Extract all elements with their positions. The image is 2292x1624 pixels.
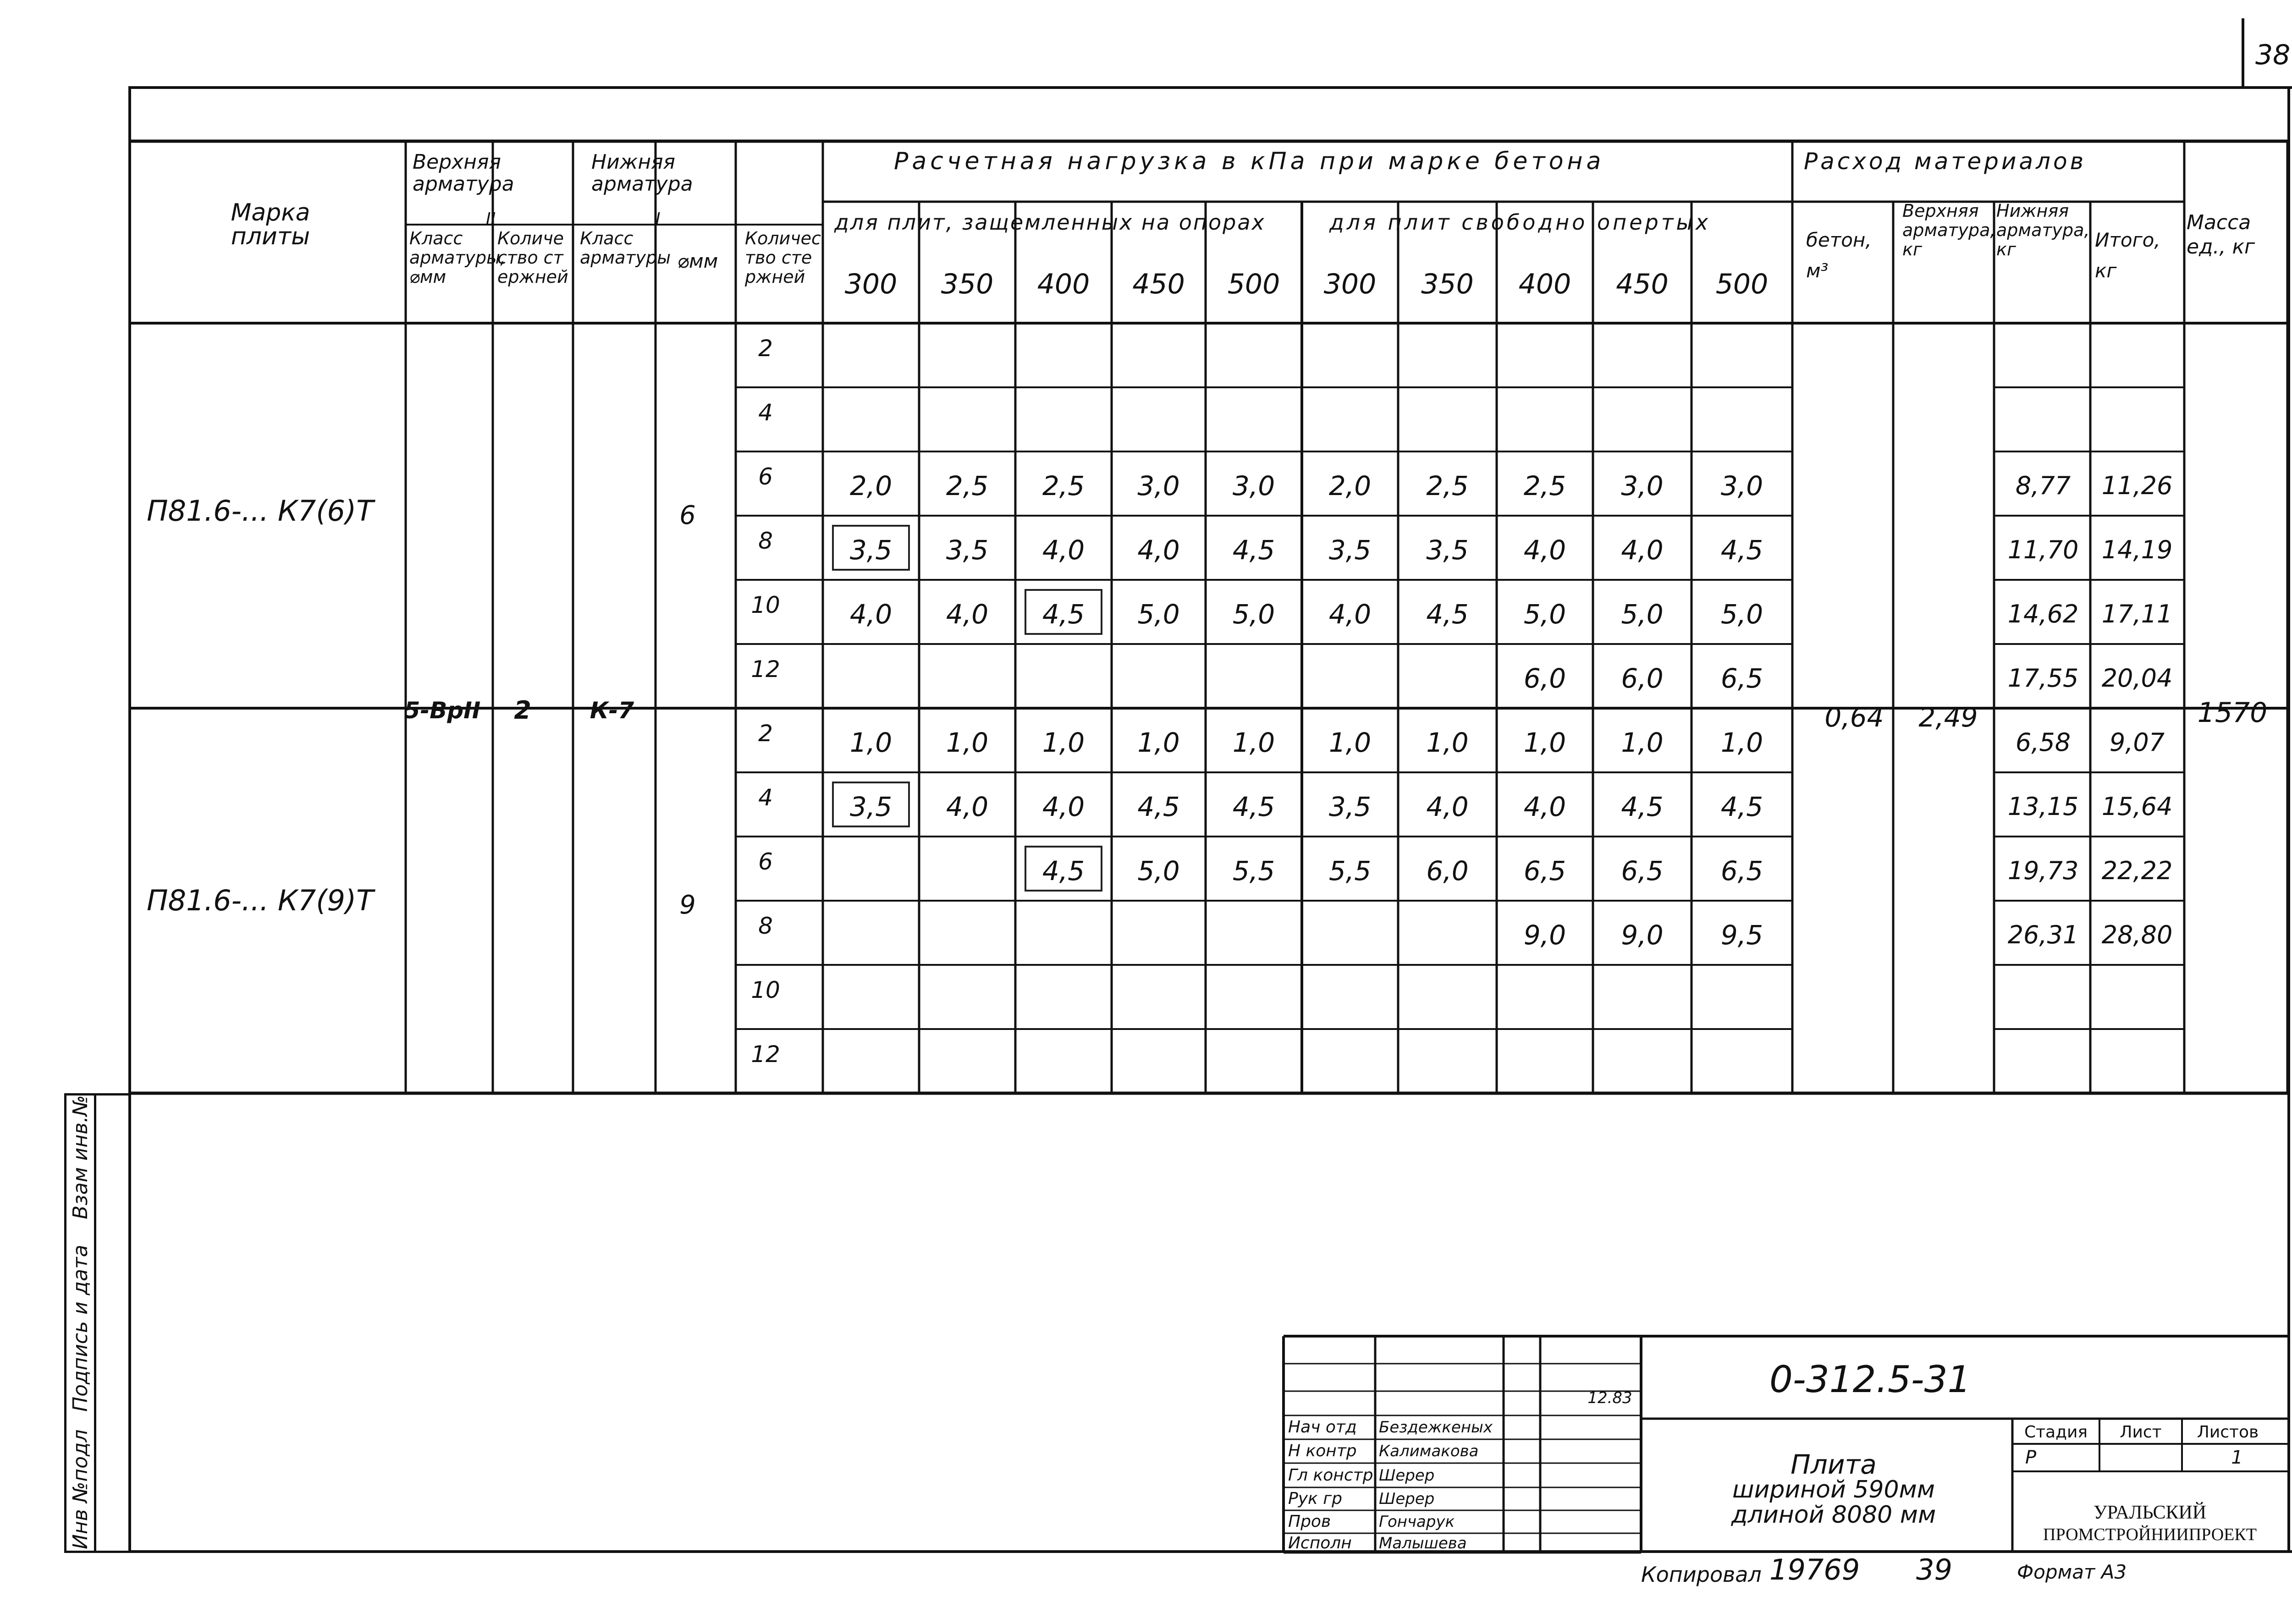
group-dia-1: 6 — [679, 501, 696, 530]
side-label-vzam: Взам инв.№ — [69, 1095, 92, 1219]
itogo-value: 9,07 — [2109, 728, 2165, 757]
load-value: 1,0 — [1328, 727, 1372, 758]
load-value: 4,5 — [1232, 791, 1275, 822]
bar-count: 2 — [758, 335, 773, 362]
group-mark-1: П81.6-... К7(6)Т — [147, 494, 374, 528]
load-value: 4,0 — [1328, 599, 1372, 630]
load-value: 3,0 — [1720, 470, 1763, 501]
load-value: 1,0 — [849, 727, 893, 758]
bar-count: 4 — [758, 784, 773, 811]
stamp-org-1: УРАЛЬСКИЙ — [2093, 1502, 2207, 1523]
header-klass1: Класс арматуры, ⌀мм — [409, 228, 506, 287]
bar-count: 12 — [751, 1041, 780, 1068]
load-value: 1,0 — [1720, 727, 1763, 758]
load-value: 3,5 — [849, 534, 893, 566]
load-value: 3,5 — [1328, 791, 1372, 822]
stamp-role: Н контр — [1288, 1442, 1357, 1460]
load-value: 4,5 — [1042, 855, 1085, 886]
bar-count: 8 — [758, 528, 773, 554]
grade-header: 350 — [941, 268, 994, 300]
bar-count: 6 — [758, 463, 773, 490]
load-value: 1,0 — [1042, 727, 1085, 758]
itogo-value: 17,11 — [2101, 600, 2173, 628]
header-lower: Нижняя арматура — [591, 150, 693, 196]
highlight-box — [1025, 589, 1102, 635]
load-value: 5,0 — [1137, 855, 1180, 886]
stamp-stadia-header: Стадия — [2024, 1423, 2088, 1442]
grade-header: 300 — [1323, 268, 1377, 300]
load-value: 4,0 — [849, 599, 893, 630]
load-value: 3,5 — [849, 791, 893, 822]
load-value: 5,0 — [1137, 599, 1180, 630]
nizh-value: 17,55 — [2007, 664, 2079, 693]
upper-count: 2 — [514, 696, 531, 725]
load-value: 6,5 — [1720, 855, 1763, 886]
header-upper: Верхняя арматура — [413, 150, 514, 196]
stamp-role: Пров — [1288, 1512, 1331, 1531]
load-value: 4,5 — [1720, 791, 1763, 822]
load-value: 3,0 — [1232, 470, 1275, 501]
stamp-name: Бездежкеных — [1379, 1418, 1493, 1437]
load-value: 4,5 — [1621, 791, 1664, 822]
header-kol1: Количество стержней — [497, 228, 568, 287]
bar-count: 10 — [751, 977, 780, 1003]
header-clamped: для плит, защемленных на опорах — [834, 210, 1266, 235]
load-value: 1,0 — [1426, 727, 1469, 758]
footer-format: Формат А3 — [2017, 1561, 2127, 1583]
footer-copied: Копировал — [1641, 1562, 1762, 1587]
header-kol2: Количество стержней — [745, 228, 821, 287]
side-label-sign: Подпись и дата — [69, 1244, 92, 1412]
header-load: Расчетная нагрузка в кПа при марке бетона — [894, 148, 1605, 175]
nizh-value: 14,62 — [2007, 600, 2079, 628]
load-value: 6,5 — [1523, 855, 1566, 886]
nizh-value: 13,15 — [2007, 792, 2079, 821]
load-value: 9,0 — [1621, 919, 1664, 951]
stamp-date: 12.83 — [1587, 1389, 1632, 1407]
load-value: 4,0 — [1042, 791, 1085, 822]
nizh-value: 11,70 — [2007, 535, 2079, 564]
load-value: 4,0 — [946, 791, 989, 822]
corner-number: 38 — [2255, 39, 2291, 71]
stamp-name: Гончарук — [1379, 1513, 1455, 1531]
load-value: 5,5 — [1232, 855, 1275, 886]
load-value: 4,5 — [1232, 534, 1275, 566]
itogo-value: 22,22 — [2101, 856, 2173, 885]
itogo-value: 20,04 — [2101, 664, 2173, 693]
load-value: 2,0 — [849, 470, 893, 501]
bar-count: 2 — [758, 720, 773, 747]
footer-num: 19769 — [1769, 1553, 1860, 1586]
load-value: 2,5 — [1042, 470, 1085, 501]
group-dia-2: 9 — [679, 890, 696, 920]
stamp-stadia: Р — [2025, 1447, 2037, 1468]
bar-count: 4 — [758, 399, 773, 426]
grade-header: 450 — [1616, 268, 1669, 300]
stamp-listov-header: Листов — [2197, 1423, 2259, 1442]
load-value: 5,0 — [1523, 599, 1566, 630]
upper-class: 5-ВрII — [404, 697, 481, 724]
grade-header: 400 — [1518, 268, 1571, 300]
verh-value: 2,49 — [1918, 702, 1978, 733]
load-value: 1,0 — [1137, 727, 1180, 758]
load-value: 6,0 — [1426, 855, 1469, 886]
load-value: 2,5 — [1426, 470, 1469, 501]
stamp-role: Рук гр — [1288, 1489, 1342, 1508]
bar-count: 10 — [751, 592, 780, 618]
grade-header: 500 — [1715, 268, 1769, 300]
load-value: 3,5 — [1426, 534, 1469, 566]
stamp-role: Исполн — [1288, 1533, 1352, 1552]
header-nizh: Нижняя арматура, кг — [1996, 201, 2090, 259]
load-value: 9,0 — [1523, 919, 1566, 951]
grade-header: 450 — [1132, 268, 1185, 300]
beton-value: 0,64 — [1824, 702, 1884, 733]
footer-page: 39 — [1916, 1553, 1952, 1586]
stamp-name: Малышева — [1379, 1534, 1467, 1552]
highlight-box — [832, 782, 910, 827]
grade-header: 350 — [1421, 268, 1474, 300]
bar-count: 6 — [758, 848, 773, 875]
load-value: 6,0 — [1621, 663, 1664, 694]
stamp-title-3: длиной 8080 мм — [1731, 1501, 1936, 1529]
load-value: 5,0 — [1232, 599, 1275, 630]
stamp-title-2: шириной 590мм — [1732, 1476, 1935, 1503]
load-value: 2,5 — [1523, 470, 1566, 501]
group-mark-2: П81.6-... К7(9)Т — [147, 884, 374, 917]
nizh-value: 26,31 — [2007, 920, 2079, 949]
stamp-list-header: Лист — [2120, 1423, 2162, 1442]
load-value: 6,5 — [1621, 855, 1664, 886]
highlight-box — [1025, 846, 1102, 892]
load-value: 6,5 — [1720, 663, 1763, 694]
stamp-name: Шерер — [1379, 1466, 1435, 1485]
itogo-value: 11,26 — [2101, 471, 2173, 500]
header-rashod: Расход материалов — [1804, 148, 2087, 175]
header-lower-mark: I — [656, 209, 661, 228]
nizh-value: 6,58 — [2015, 728, 2071, 757]
stamp-name: Шерер — [1379, 1490, 1435, 1508]
header-dmm: ⌀мм — [677, 250, 718, 272]
itogo-value: 14,19 — [2101, 535, 2173, 564]
load-value: 4,0 — [1042, 534, 1085, 566]
load-value: 4,5 — [1042, 599, 1085, 630]
load-value: 4,0 — [1523, 791, 1566, 822]
nizh-value: 19,73 — [2007, 856, 2079, 885]
stamp-listov: 1 — [2231, 1447, 2243, 1468]
load-value: 5,0 — [1621, 599, 1664, 630]
stamp-title-1: Плита — [1791, 1449, 1877, 1480]
bar-count: 12 — [751, 656, 780, 683]
load-value: 9,5 — [1720, 919, 1763, 951]
load-value: 4,0 — [946, 599, 989, 630]
load-value: 6,0 — [1523, 663, 1566, 694]
load-value: 5,0 — [1720, 599, 1763, 630]
load-value: 4,0 — [1621, 534, 1664, 566]
header-upper-mark: II — [486, 209, 496, 228]
load-value: 1,0 — [1523, 727, 1566, 758]
stamp-code: 0-312.5-31 — [1769, 1358, 1971, 1401]
massa-value: 1570 — [2197, 697, 2268, 729]
grade-header: 500 — [1227, 268, 1280, 300]
load-value: 4,5 — [1426, 599, 1469, 630]
nizh-value: 8,77 — [2015, 471, 2071, 500]
load-value: 4,0 — [1426, 791, 1469, 822]
header-verh: Верхняя арматура, кг — [1902, 201, 1996, 259]
load-value: 2,0 — [1328, 470, 1372, 501]
load-value: 4,0 — [1523, 534, 1566, 566]
header-beton: бетон, м³ — [1806, 229, 1872, 282]
lower-class: К-7 — [590, 697, 634, 724]
header-marka: Марка плиты — [231, 199, 310, 250]
highlight-box — [832, 525, 910, 571]
header-free: для плит свободно опертых — [1329, 210, 1711, 235]
side-label-inv: Инв №подл — [69, 1429, 92, 1549]
load-value: 4,5 — [1137, 791, 1180, 822]
load-value: 1,0 — [1232, 727, 1275, 758]
header-massa: Масса ед., кг — [2187, 211, 2255, 259]
grade-header: 400 — [1037, 268, 1090, 300]
load-value: 3,5 — [1328, 534, 1372, 566]
load-value: 3,0 — [1137, 470, 1180, 501]
header-itogo: Итого, кг — [2095, 229, 2160, 282]
load-value: 4,5 — [1720, 534, 1763, 566]
grade-header: 300 — [844, 268, 898, 300]
load-value: 5,5 — [1328, 855, 1372, 886]
stamp-role: Гл констр — [1288, 1465, 1373, 1485]
load-value: 2,5 — [946, 470, 989, 501]
bar-count: 8 — [758, 913, 773, 939]
load-value: 1,0 — [946, 727, 989, 758]
stamp-name: Калимакова — [1379, 1442, 1479, 1460]
load-value: 1,0 — [1621, 727, 1664, 758]
itogo-value: 15,64 — [2101, 792, 2173, 821]
stamp-org-2: ПРОМСТРОЙНИИПРОЕКТ — [2043, 1525, 2257, 1544]
load-value: 3,5 — [946, 534, 989, 566]
stamp-role: Нач отд — [1288, 1418, 1357, 1437]
itogo-value: 28,80 — [2101, 920, 2173, 949]
load-value: 4,0 — [1137, 534, 1180, 566]
header-klass2: Класс арматуры — [580, 228, 671, 268]
load-value: 3,0 — [1621, 470, 1664, 501]
